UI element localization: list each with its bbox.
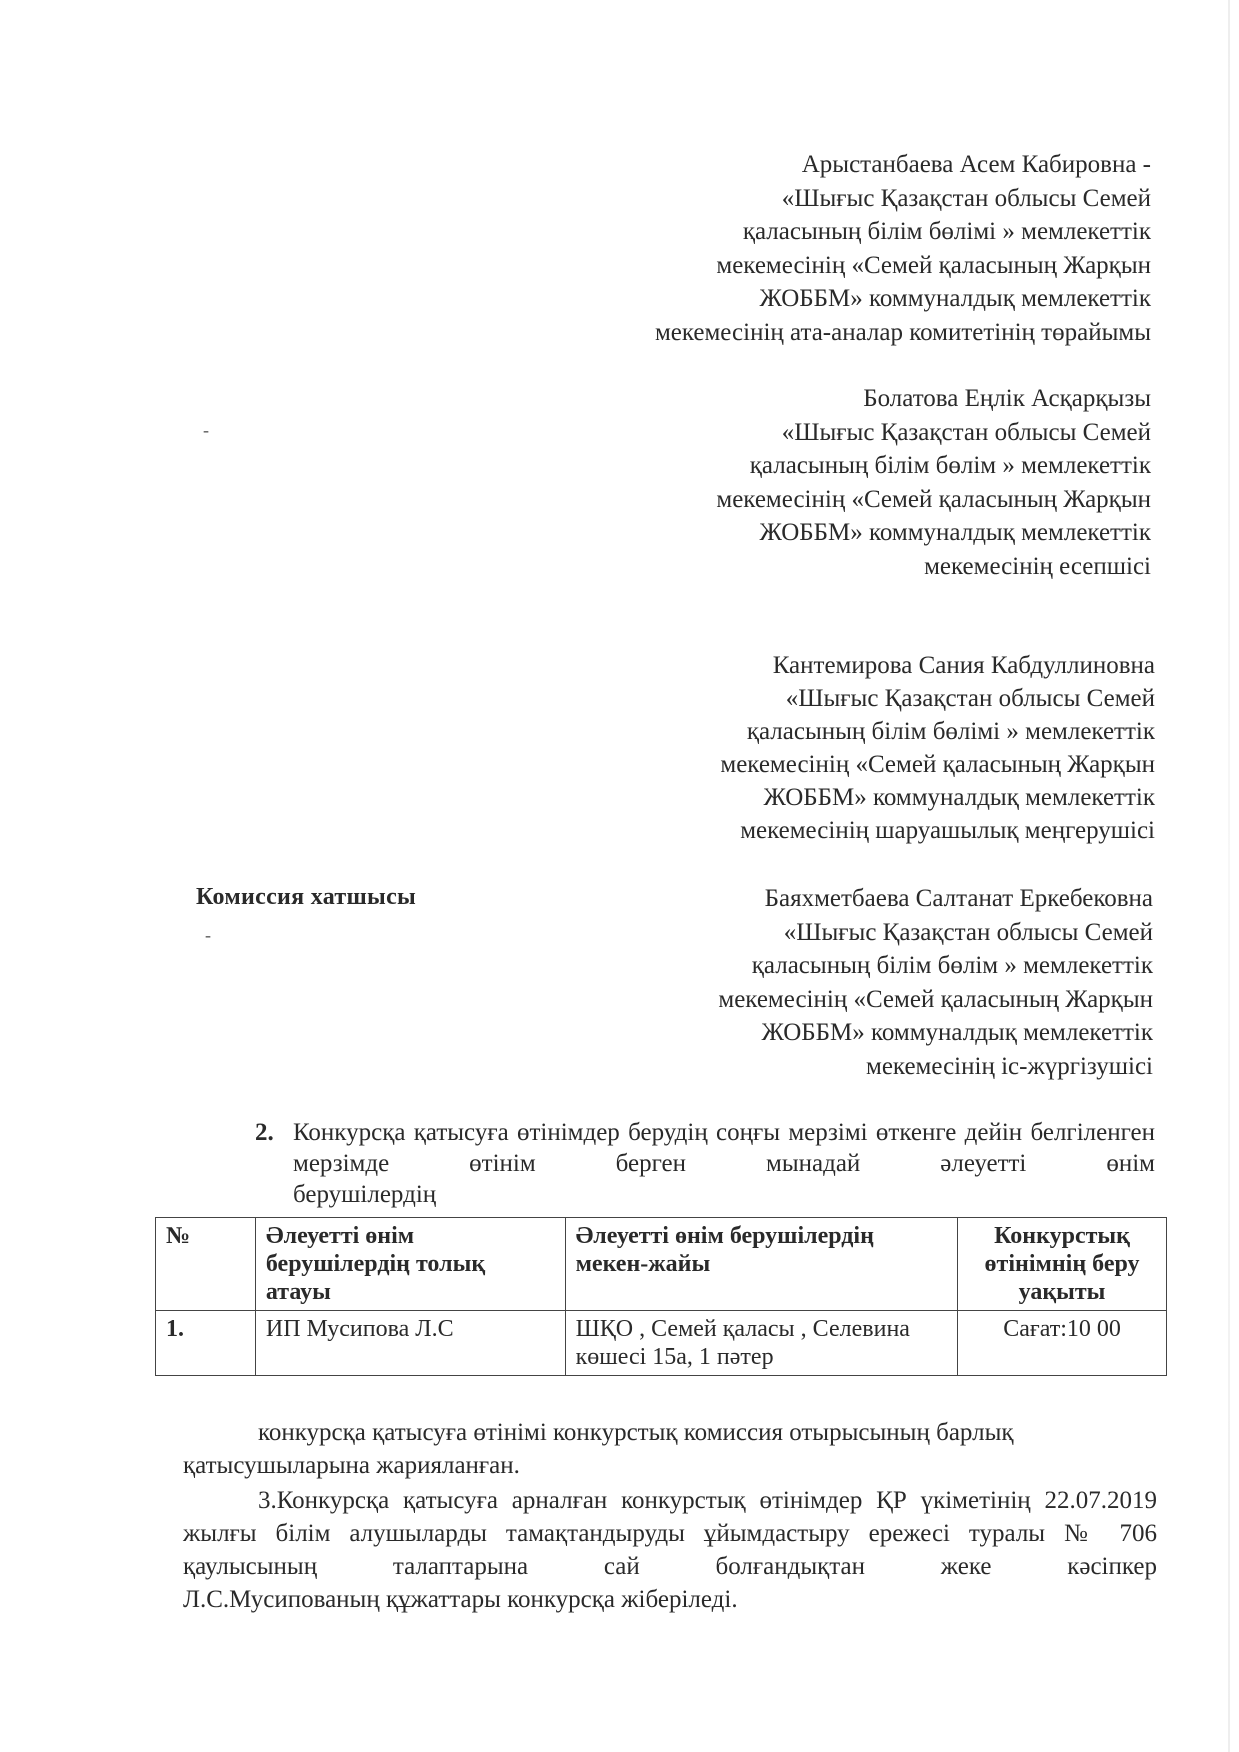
paragraph-line: қатысушыларына жарияланған.	[183, 1452, 520, 1479]
cell-address: ШҚО , Семей қаласы , Селевина көшесі 15а, 1 пәтер	[565, 1311, 958, 1376]
commission-member-3	[720, 649, 1155, 847]
member-position-line: мекемесінің ата-аналар комитетінің төрайымы	[654, 318, 1151, 346]
member-position-line: «Шығыс Қазақстан облысы Семей	[783, 918, 1153, 946]
commission-member-2	[716, 382, 1151, 583]
member-position-line: қаласының білім бөлімі » мемлекеттік	[746, 718, 1155, 745]
member-name: Арыстанбаева Асем Кабировна -	[801, 151, 1151, 178]
member-position-line: «Шығыс Қазақстан облысы Семей	[781, 184, 1151, 212]
dash-mark: -	[203, 420, 209, 440]
section-text-main: Конкурсқа қатысуға өтінімдер берудің соңғы мерзімі өткенге дейін белгіленген мерзімде өтінім берген мынадай әлеуетті өнім	[293, 1119, 1155, 1177]
section-3-last-line: Л.С.Мусипованың құжаттары конкурсқа жіберіледі.	[183, 1586, 738, 1613]
section-number: 2.	[255, 1119, 274, 1146]
member-name: Болатова Еңлік Асқарқызы	[863, 385, 1151, 412]
header-time: Конкурстық өтінімнің беру уақыты	[958, 1218, 1167, 1311]
table-header-row	[156, 1218, 1167, 1311]
header-number: №	[156, 1218, 256, 1311]
member-name: Кантемирова Сания Кабдуллиновна	[772, 652, 1155, 679]
member-position-line: қаласының білім бөлімі » мемлекеттік	[742, 218, 1151, 245]
member-position-line: ЖОББМ» коммуналдық мемлекеттік	[763, 784, 1155, 811]
offers-table	[155, 1217, 1167, 1376]
dash-mark: -	[205, 925, 211, 945]
section-3-paragraph	[183, 1484, 1157, 1616]
header-address: Әлеуетті өнім берушілердің мекен-жайы	[565, 1218, 958, 1311]
secretary-label: Комиссия хатшысы	[196, 884, 417, 910]
cell-name: ИП Мусипова Л.С	[255, 1311, 565, 1376]
announcement-paragraph	[183, 1416, 1157, 1482]
member-position-line: «Шығыс Қазақстан облысы Семей	[781, 418, 1151, 446]
member-position-line: ЖОББМ» коммуналдық мемлекеттік	[759, 285, 1151, 312]
member-position-line: мекемесінің іс-жүргізушісі	[866, 1052, 1153, 1080]
scan-edge	[1228, 0, 1230, 1752]
commission-member-1	[655, 148, 1151, 349]
cell-time: Сағат:10 00	[958, 1311, 1167, 1376]
member-position-line: «Шығыс Қазақстан облысы Семей	[785, 685, 1155, 712]
section-text-last: берушілердің	[293, 1181, 437, 1208]
table-row	[156, 1311, 1167, 1376]
member-position-line: мекемесінің «Семей қаласының Жарқын	[720, 751, 1155, 778]
commission-member-4	[718, 882, 1153, 1083]
member-position-line: ЖОББМ» коммуналдық мемлекеттік	[761, 1019, 1153, 1046]
header-name: Әлеуетті өнім берушілердің толық атауы	[255, 1218, 565, 1311]
member-position-line: мекемесінің «Семей қаласының Жарқын	[718, 985, 1153, 1013]
section-3-text: 3.Конкурсқа қатысуға арналған конкурстық өтінімдер ҚР үкіметінің 22.07.2019 жылғы білім алушыларды тамақтандыруды ұйымдастыру ережесі туралы № 706 қаулысының талаптарына сай болғандықтан жеке кәсіпкер	[183, 1487, 1157, 1580]
section-2	[255, 1117, 1155, 1210]
member-position-line: мекемесінің «Семей қаласының Жарқын	[716, 251, 1151, 279]
member-position-line: ЖОББМ» коммуналдық мемлекеттік	[759, 519, 1151, 546]
cell-number: 1.	[156, 1311, 256, 1376]
paragraph-line: конкурсқа қатысуға өтінімі конкурстық комиссия отырысының барлық	[258, 1419, 1014, 1446]
member-position-line: қаласының білім бөлім » мемлекеттік	[749, 452, 1151, 479]
member-position-line: мекемесінің есепшісі	[924, 552, 1151, 580]
member-position-line: мекемесінің шаруашылық меңгерушісі	[740, 817, 1155, 844]
member-position-line: мекемесінің «Семей қаласының Жарқын	[716, 485, 1151, 513]
member-name: Баяхметбаева Салтанат Еркебековна	[764, 885, 1153, 912]
member-position-line: қаласының білім бөлім » мемлекеттік	[751, 952, 1153, 979]
section-text	[293, 1117, 1155, 1210]
